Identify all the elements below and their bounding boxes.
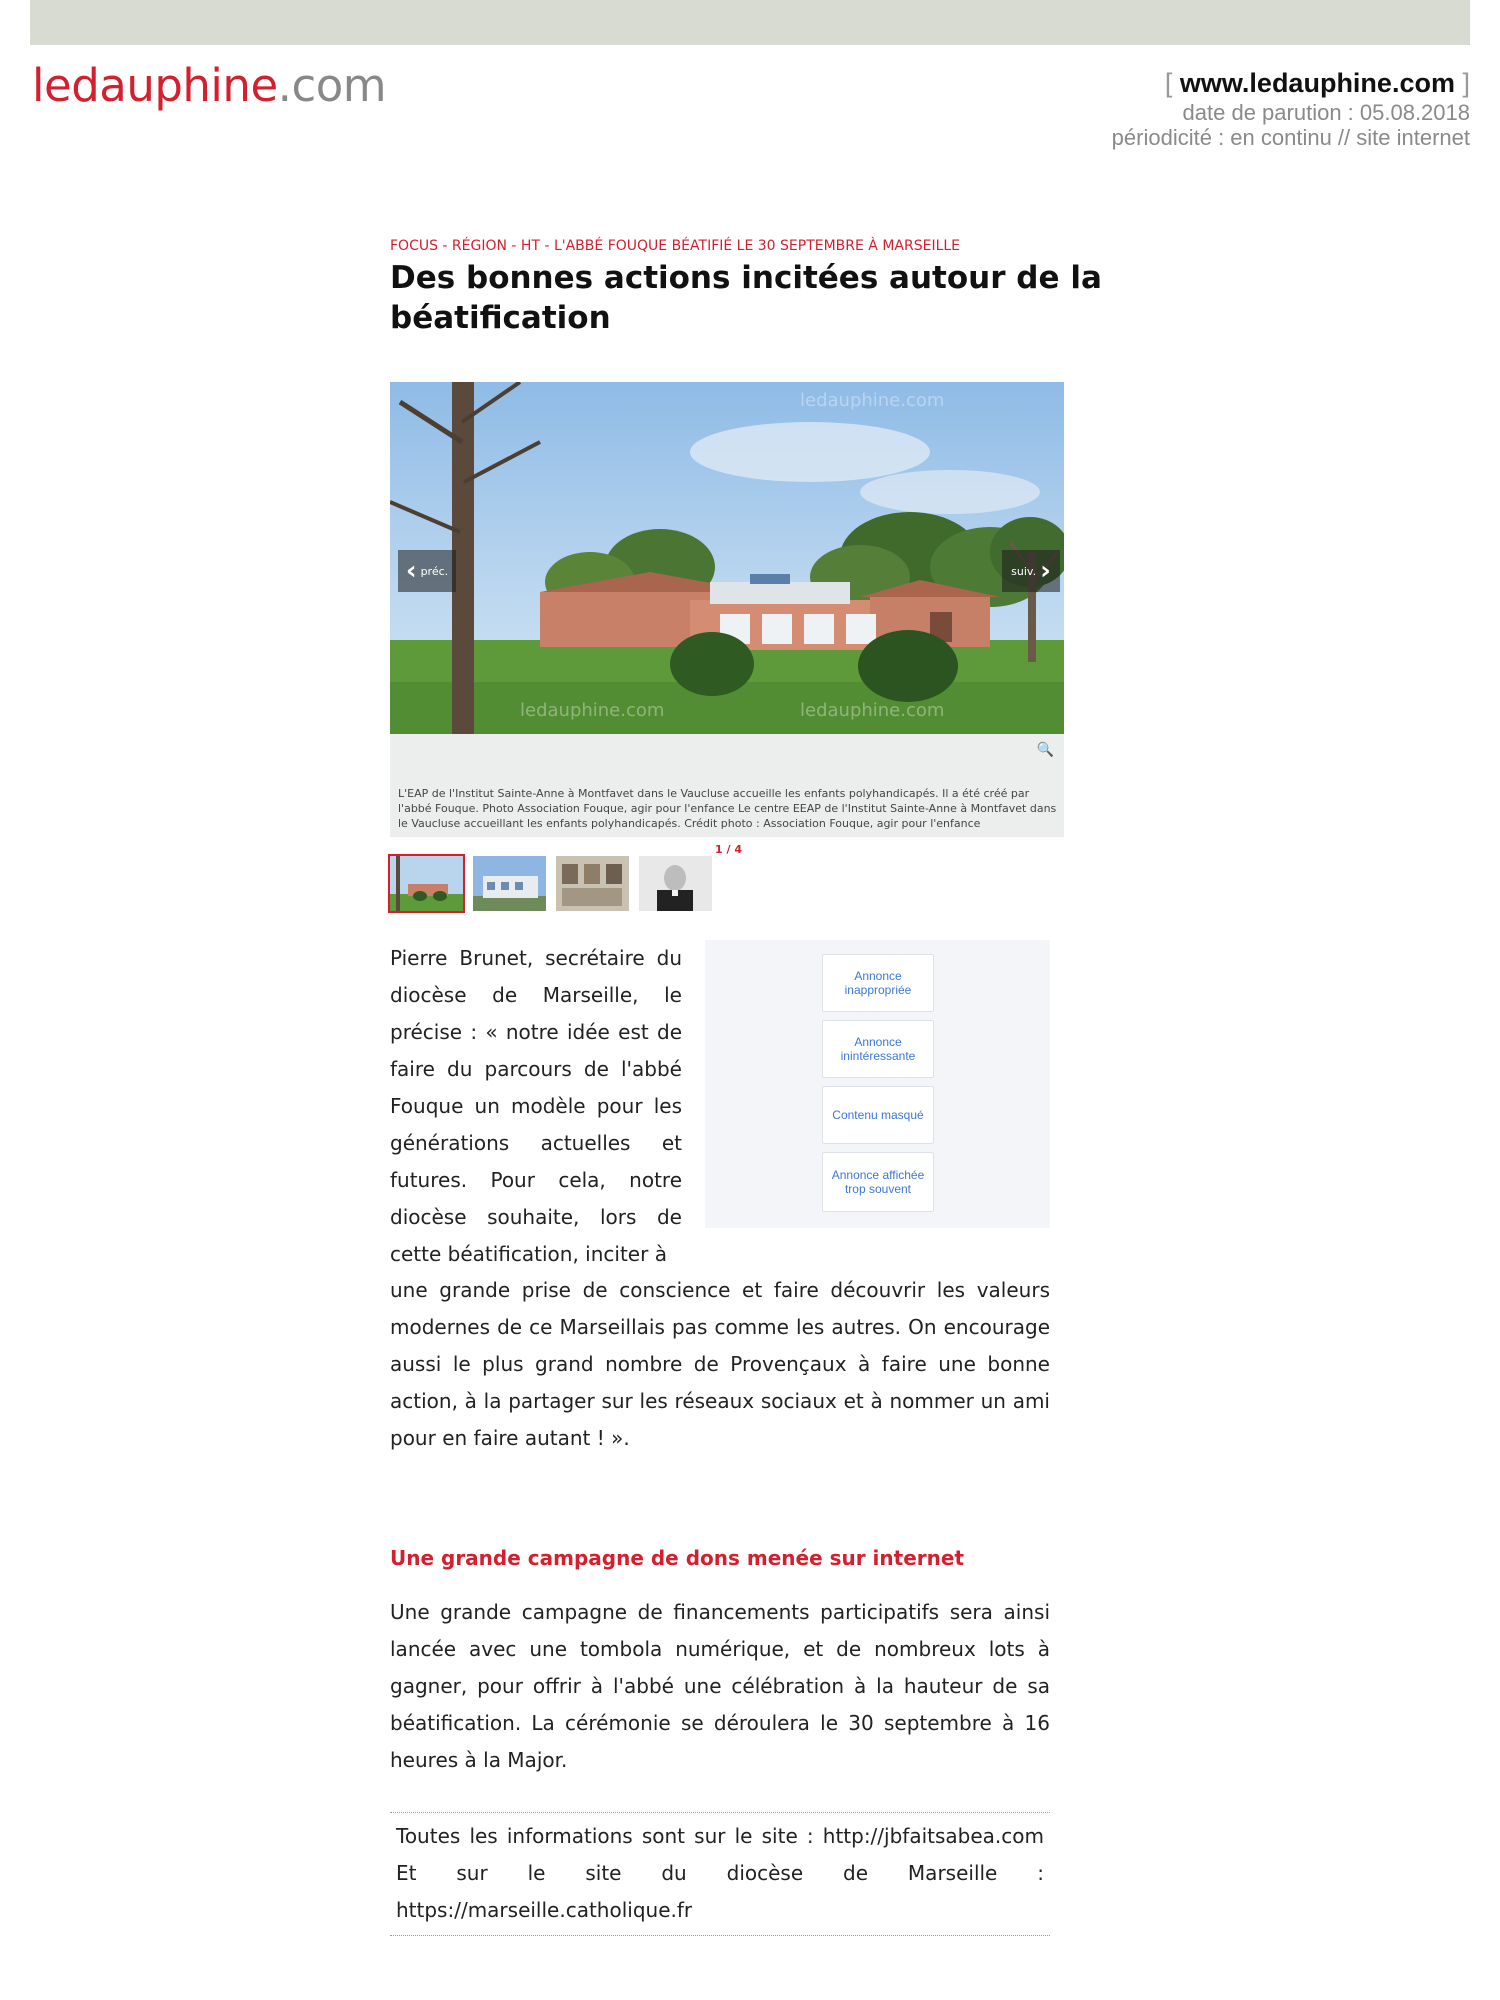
logo-tld: .com (277, 59, 387, 112)
bracket-close: ] (1462, 68, 1470, 98)
ad-option-uninteresting[interactable]: Annonce inintéressante (822, 1020, 934, 1078)
photo-watermark-bottom-right: ledauphine.com (800, 700, 945, 721)
thumbnail-4-image (639, 856, 712, 911)
ad-option-inappropriate[interactable]: Annonce inappropriée (822, 954, 934, 1012)
ledauphine-logo (32, 58, 386, 114)
chevron-right-icon: › (1040, 556, 1051, 586)
photo-caption: L'EAP de l'Institut Sainte-Anne à Montfavet dans le Vaucluse accueille les enfants polyhandicapés. Il a été créé par l'abbé Fouque. Photo Association Fouque, agir pour l'enfance Le centre EEAP de l'Institut Sainte-Anne à Montfavet dans le Vaucluse accueillant les enfants polyhandicapés. Crédit photo : Association Fouque, agir pour l'enfance (398, 787, 1057, 830)
building-photo-image (390, 382, 1064, 734)
zoom-icon[interactable]: 🔍 (1036, 742, 1054, 758)
thumbnail-1-image (390, 856, 463, 911)
thumbnail-1[interactable] (390, 856, 463, 911)
article-header (390, 236, 1110, 338)
chevron-left-icon: ‹ (405, 556, 417, 586)
gallery-prev-label: préc. (420, 564, 449, 578)
logo-brand: ledauphine (32, 59, 278, 112)
top-banner (30, 0, 1470, 45)
intro-paragraph-continuation: une grande prise de conscience et faire découvrir les valeurs modernes de ce Marseillais pas comme les autres. On encourage aussi le plus grand nombre de Provençaux à faire une bonne action, à la partager sur les réseaux sociaux et à nommer un ami pour en faire autant ! ». (390, 1278, 1050, 1450)
info-box: Toutes les informations sont sur le site : http://jbfaitsabea.com Et sur le site du diocèse de Marseille : https://marseille.catholique.fr (390, 1812, 1050, 1936)
gallery-next-button[interactable] (1002, 550, 1060, 592)
bracket-open: [ (1164, 68, 1173, 98)
source-info (1112, 66, 1470, 150)
publication-date: date de parution : 05.08.2018 (1182, 100, 1470, 125)
photo-watermark-bottom-left: ledauphine.com (520, 700, 665, 721)
intro-paragraph-column: Pierre Brunet, secrétaire du diocèse de Marseille, le précise : « notre idée est de faire du parcours de l'abbé Fouque un modèle pour les générations actuelles et futures. Pour cela, notre diocèse souhaite, lors de cette béatification, inciter à (390, 946, 682, 1266)
source-site-line (1112, 66, 1470, 100)
thumbnail-2[interactable] (473, 856, 546, 911)
ad-option-content-hidden[interactable]: Contenu masqué (822, 1086, 934, 1144)
source-site-url: www.ledauphine.com (1179, 68, 1455, 98)
ad-feedback-box (705, 940, 1050, 1228)
thumbnail-2-image (473, 856, 546, 911)
gallery-next-label: suiv. (1011, 564, 1037, 578)
thumbnail-3-image (556, 856, 629, 911)
photo-gallery (390, 382, 1064, 837)
ad-option-shown-too-often[interactable]: Annonce affichée trop souvent (822, 1152, 934, 1212)
gallery-prev-button[interactable] (398, 550, 456, 592)
gallery-thumbnails (390, 856, 730, 914)
article-kicker: FOCUS - RÉGION - HT - L'ABBÉ FOUQUE BÉATIFIÉ LE 30 SEPTEMBRE À MARSEILLE (390, 238, 961, 254)
photo-watermark-top: ledauphine.com (800, 390, 945, 411)
thumbnail-4[interactable] (639, 856, 712, 911)
campaign-paragraph: Une grande campagne de financements participatifs sera ainsi lancée avec une tombola numérique, et de nombreux lots à gagner, pour offrir à l'abbé une célébration à la hauteur de sa béatification. La cérémonie se déroulera le 30 septembre à 16 heures à la Major. (390, 1600, 1050, 1772)
thumbnail-3[interactable] (556, 856, 629, 911)
gallery-counter: 1 / 4 (715, 843, 742, 856)
section-subheading: Une grande campagne de dons menée sur internet (390, 1546, 965, 1570)
gallery-photo (390, 382, 1064, 734)
publication-frequency: périodicité : en continu // site internet (1111, 125, 1470, 150)
article-title: Des bonnes actions incitées autour de la béatification (390, 260, 1102, 336)
